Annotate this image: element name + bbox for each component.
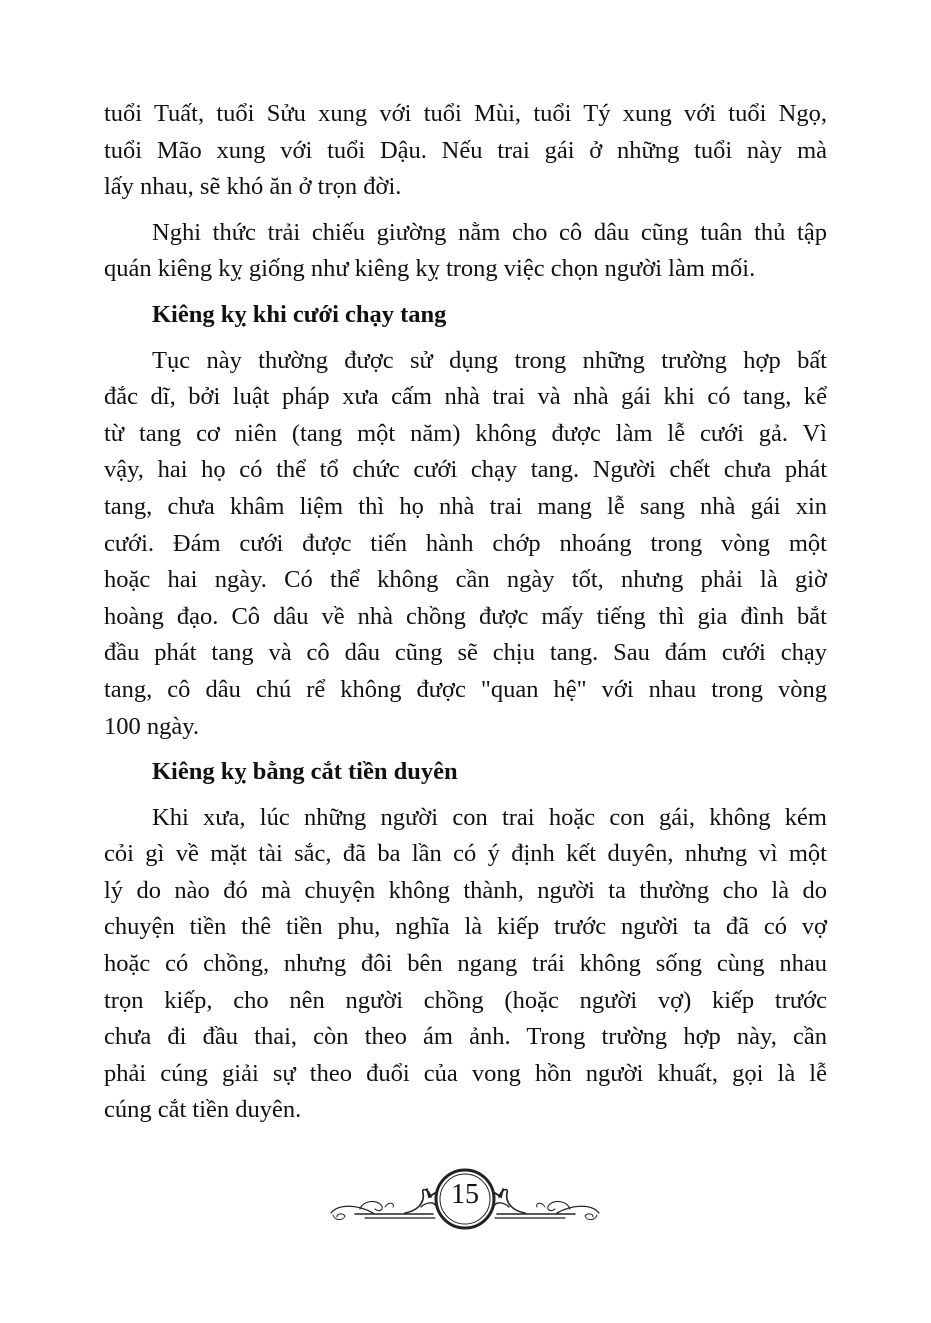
text-line: quán kiêng kỵ giống như kiêng kỵ trong việc chọn người làm mối. bbox=[104, 255, 756, 283]
page-body bbox=[104, 96, 827, 1129]
paragraph bbox=[104, 96, 827, 206]
text-line: đắc dĩ, bởi luật pháp xưa cấm nhà trai và nhà gái khi có tang, kể bbox=[104, 383, 827, 411]
text-line: đầu phát tang và cô dâu cũng sẽ chịu tang. Sau đám cưới chạy bbox=[104, 639, 827, 667]
text-line: cúng cắt tiền duyên. bbox=[104, 1096, 302, 1124]
text-line: Tục này thường được sử dụng trong những trường hợp bất bbox=[152, 346, 827, 374]
text-line: trọn kiếp, cho nên người chồng (hoặc người vợ) kiếp trước bbox=[104, 986, 827, 1014]
text-line: hoặc hai ngày. Có thể không cần ngày tốt, nhưng phải là giờ bbox=[104, 566, 827, 594]
paragraph bbox=[104, 343, 827, 746]
text-line: vậy, hai họ có thể tổ chức cưới chạy tang. Người chết chưa phát bbox=[104, 456, 827, 484]
paragraph bbox=[104, 215, 827, 288]
text-line: cưới. Đám cưới được tiến hành chớp nhoáng trong vòng một bbox=[104, 529, 827, 557]
text-line: tuổi Tuất, tuổi Sửu xung với tuổi Mùi, tuổi Tý xung với tuổi Ngọ, bbox=[104, 100, 827, 127]
text-line: hoặc có chồng, nhưng đôi bên ngang trái không sống cùng nhau bbox=[104, 950, 827, 978]
page-number: 15 bbox=[451, 1179, 479, 1210]
section-heading: Kiêng kỵ bằng cắt tiền duyên bbox=[152, 758, 458, 786]
text-line: lấy nhau, sẽ khó ăn ở trọn đời. bbox=[104, 173, 402, 201]
text-line: lý do nào đó mà chuyện không thành, người ta thường cho là do bbox=[104, 876, 827, 904]
text-line: Khi xưa, lúc những người con trai hoặc con gái, không kém bbox=[152, 803, 827, 831]
text-line: Nghi thức trải chiếu giường nằm cho cô dâu cũng tuân thủ tập bbox=[152, 218, 827, 246]
text-line: từ tang cơ niên (tang một năm) không được làm lễ cưới gả. Vì bbox=[104, 419, 827, 447]
text-line: tang, chưa khâm liệm thì họ nhà trai mang lễ sang nhà gái xin bbox=[104, 492, 827, 520]
text-line: 100 ngày. bbox=[104, 712, 200, 740]
section-heading: Kiêng kỵ khi cưới chạy tang bbox=[152, 300, 447, 328]
paragraph bbox=[104, 800, 827, 1129]
text-line: phải cúng giải sự theo đuổi của vong hồn người khuất, gọi là lễ bbox=[104, 1059, 827, 1087]
text-line: tang, cô dâu chú rể không được "quan hệ" với nhau trong vòng bbox=[104, 675, 827, 703]
page-footer bbox=[325, 1167, 605, 1233]
text-line: cỏi gì về mặt tài sắc, đã ba lần có ý định kết duyên, nhưng vì một bbox=[104, 840, 827, 868]
text-line: hoàng đạo. Cô dâu về nhà chồng được mấy tiếng thì gia đình bắt bbox=[104, 602, 827, 630]
text-line: chưa đi đầu thai, còn theo ám ảnh. Trong trường hợp này, cần bbox=[104, 1023, 827, 1051]
text-line: tuổi Mão xung với tuổi Dậu. Nếu trai gái ở những tuổi này mà bbox=[104, 136, 827, 164]
text-line: chuyện tiền thê tiền phu, nghĩa là kiếp trước người ta đã có vợ bbox=[104, 913, 827, 941]
